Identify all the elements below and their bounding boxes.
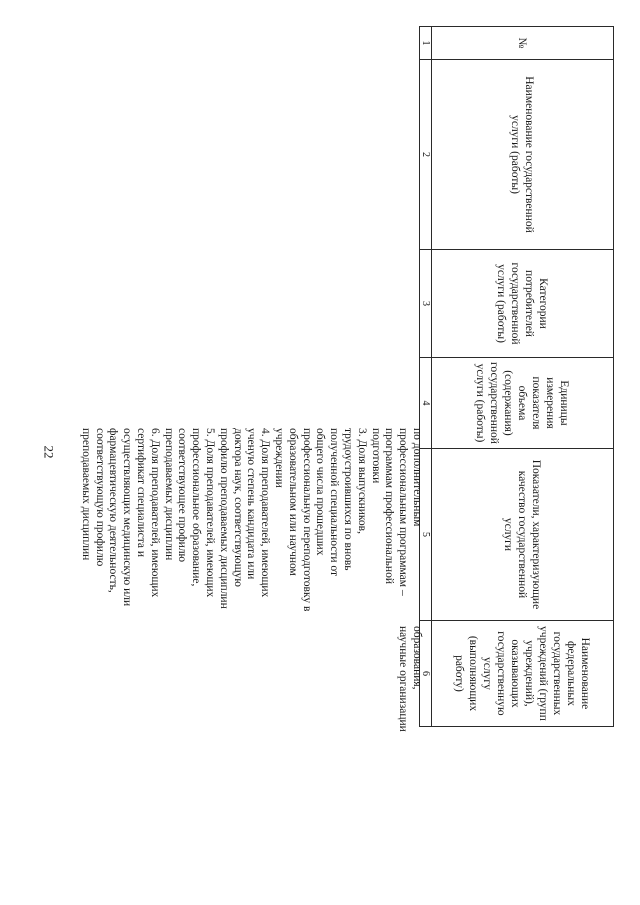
text-line: научные организации (397, 626, 410, 732)
text-line: полученной специальности от (328, 428, 341, 577)
column-number-6: 6 (420, 620, 432, 726)
text-line: 6. Доля преподавателей, имеющих (148, 428, 161, 598)
header-service-name: Наименование государственной услуги (работы) (432, 60, 614, 250)
text-line: подготовки (369, 428, 382, 484)
text-line: осуществляющих медицинскую или (121, 428, 134, 607)
header-measurement-units: Единицы измерения показателя объема (содержания) государственной услуги (работы) (432, 358, 614, 449)
text-line: 3. Доля выпускников, (355, 428, 368, 534)
table-header-row (432, 27, 614, 727)
text-line: общего числа прошедших (314, 428, 327, 556)
text-line: учреждении (273, 428, 286, 488)
text-line: соответствующую профилю (93, 428, 106, 567)
institutions-text (395, 626, 423, 776)
rotated-page (40, 0, 640, 848)
text-line: ученую степень кандидата или (245, 428, 258, 580)
column-number-5: 5 (420, 448, 432, 620)
text-line: преподаваемых дисциплин (79, 428, 92, 561)
text-line: профессиональную переподготовку в (300, 428, 313, 612)
text-line: профилю преподаваемых дисциплин (217, 428, 230, 609)
text-line: преподаваемых дисциплин (162, 428, 175, 561)
column-number-4: 4 (420, 358, 432, 449)
header-number: № (432, 27, 614, 60)
text-line: по дополнительным (411, 428, 423, 527)
text-line: доктора наук, соответствующую (231, 428, 244, 587)
text-line: профессиональное образование, (190, 428, 203, 587)
services-table (419, 26, 614, 727)
column-number-3: 3 (420, 250, 432, 358)
text-line: образовательном или научном (286, 428, 299, 576)
text-line: 5. Доля преподавателей, имеющих (204, 428, 217, 598)
header-consumer-categories: Категории потребителей государственной услуги (работы) (432, 250, 614, 358)
page-number: 22 (41, 445, 57, 459)
text-line: соответствующее профилю (176, 428, 189, 563)
header-institutions: Наименование федеральных государственных учреждений (групп учреждений), оказывающих государственную услугу (выполняющих работу) (432, 620, 614, 726)
column-number-1: 1 (420, 27, 432, 60)
text-line: 4. Доля преподавателей, имеющих (259, 428, 272, 598)
column-number-2: 2 (420, 60, 432, 250)
quality-indicators-text (78, 428, 423, 660)
text-line: образования, (411, 626, 423, 690)
text-line: сертификат специалиста и (135, 428, 148, 558)
text-line: фармацевтическую деятельность, (107, 428, 120, 593)
text-line: трудоустроившихся по вновь (342, 428, 355, 571)
text-line: программам профессиональной (383, 428, 396, 584)
header-quality-indicators: Показатели, характеризующие качество государственной услуги (432, 448, 614, 620)
text-line: профессиональным программам – (397, 428, 410, 596)
